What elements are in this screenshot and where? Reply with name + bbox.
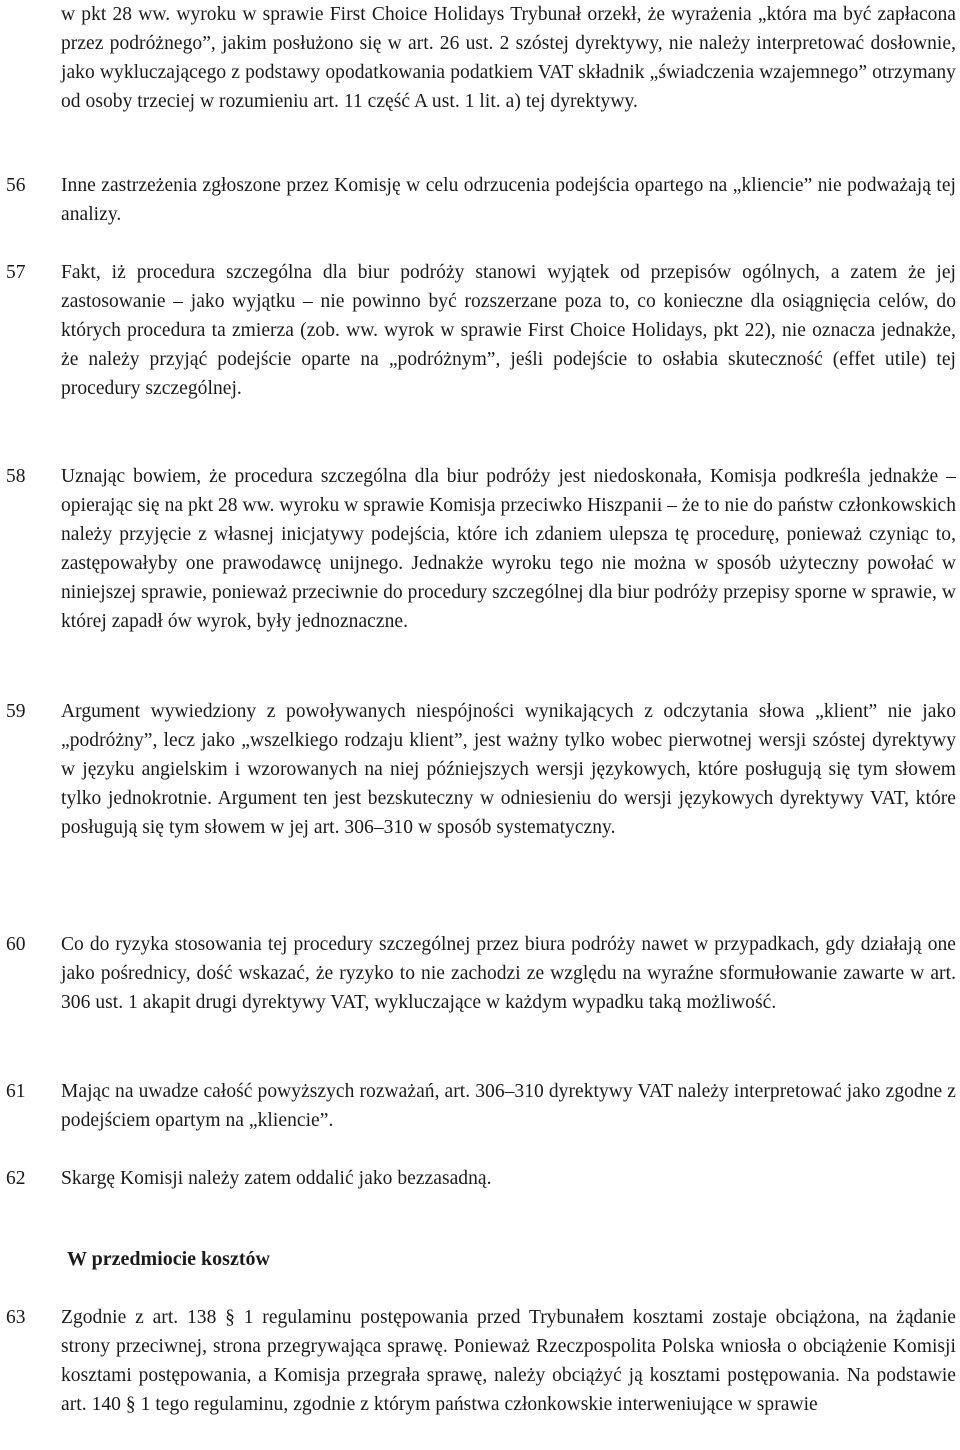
- paragraph-number: 61: [6, 1081, 26, 1102]
- paragraph-text: Fakt, iż procedura szczególna dla biur podróży stanowi wyjątek od przepisów ogólnych, a zatem że jej zastosowanie – jako wyjątku – nie powinno być rozszerzane poza to, co konieczne dla osiągnięcia celów, do których procedura ta zmierza (zob. ww. wyrok w sprawie First Choice Holidays, pkt 22), nie oznacza jednakże, że należy przyjąć podejście oparte na „podróżnym”, jeśli podejście to osłabia skuteczność (effet utile) tej procedury szczególnej.: [61, 262, 956, 400]
- paragraph-text: Mając na uwadze całość powyższych rozważań, art. 306–310 dyrektywy VAT należy interpretować jako zgodne z podejściem opartym na „kliencie”.: [61, 1081, 956, 1132]
- paragraph-text: w pkt 28 ww. wyroku w sprawie First Choice Holidays Trybunał orzekł, że wyrażenia „która ma być zapłacona przez podróżnego”, jakim posłużono się w art. 26 ust. 2 szóstej dyrektywy, nie należy interpretować dosłownie, jako wykluczającego z podstawy opodatkowania podatkiem VAT składnik „świadczenia wzajemnego” otrzymany od osoby trzeciej w rozumieniu art. 11 część A ust. 1 lit. a) tej dyrektywy.: [61, 4, 956, 113]
- paragraph-57: [6, 258, 956, 403]
- paragraph-text: Argument wywiedziony z powoływanych niespójności wynikających z odczytania słowa „klient” nie jako „podróżny”, lecz jako „wszelkiego rodzaju klient”, jest ważny tylko wobec pierwotnej wersji szóstej dyrektywy w języku angielskim i wzorowanych na niej późniejszych wersji językowych, które posługują się tym słowem tylko jednokrotnie. Argument ten jest bezskuteczny w odniesieniu do wersji językowych dyrektywy VAT, które posługują się tym słowem w jej art. 306–310 w sposób systematyczny.: [61, 701, 956, 839]
- paragraph-number: 60: [6, 934, 26, 955]
- paragraph-number: 56: [6, 175, 26, 196]
- paragraph-59: [6, 697, 956, 842]
- paragraph-number: 58: [6, 466, 26, 487]
- paragraph-number: 59: [6, 701, 26, 722]
- paragraph-63: [6, 1303, 956, 1419]
- paragraph-number: 57: [6, 262, 26, 283]
- paragraph-text: Inne zastrzeżenia zgłoszone przez Komisję w celu odrzucenia podejścia opartego na „kliencie” nie podważają tej analizy.: [61, 175, 956, 226]
- paragraph-text: Co do ryzyka stosowania tej procedury szczególnej przez biura podróży nawet w przypadkach, gdy działają one jako pośrednicy, dość wskazać, że ryzyko to nie zachodzi ze względu na wyraźne sformułowanie zawarte w art. 306 ust. 1 akapit drugi dyrektywy VAT, wykluczające w każdym wypadku taką możliwość.: [61, 934, 956, 1014]
- paragraph-text: Skargę Komisji należy zatem oddalić jako bezzasadną.: [61, 1168, 492, 1189]
- paragraph-61: [6, 1077, 956, 1135]
- paragraph-60: [6, 930, 956, 1017]
- paragraph-56: [6, 171, 956, 229]
- paragraph-continuation: [6, 0, 956, 116]
- paragraph-number: 62: [6, 1168, 26, 1189]
- paragraph-text: Zgodnie z art. 138 § 1 regulaminu postępowania przed Trybunałem kosztami zostaje obciążona, na żądanie strony przeciwnej, strona przegrywająca sprawę. Ponieważ Rzeczpospolita Polska wniosła o obciążenie Komisji kosztami postępowania, a Komisja przegrała sprawę, należy obciążyć ją kosztami postępowania. Na podstawie art. 140 § 1 tego regulaminu, zgodnie z którym państwa członkowskie interweniujące w sprawie: [61, 1307, 956, 1416]
- section-heading: W przedmiocie kosztów: [67, 1248, 270, 1270]
- paragraph-62: [6, 1164, 956, 1193]
- paragraph-58: [6, 462, 956, 637]
- paragraph-number: 63: [6, 1307, 26, 1328]
- paragraph-text: Uznając bowiem, że procedura szczególna dla biur podróży jest niedoskonała, Komisja podkreśla jednakże – opierając się na pkt 28 ww. wyroku w sprawie Komisja przeciwko Hiszpanii – że to nie do państw członkowskich należy przyjęcie z własnej inicjatywy podejścia, które ich zdaniem ulepsza tę procedurę, ponieważ czyniąc to, zastępowałyby one prawodawcę unijnego. Jednakże wyroku tego nie można w sposób użyteczny powołać w niniejszej sprawie, ponieważ przeciwnie do procedury szczególnej dla biur podróży przepisy sporne w sprawie, w której zapadł ów wyrok, były jednoznaczne.: [61, 466, 956, 633]
